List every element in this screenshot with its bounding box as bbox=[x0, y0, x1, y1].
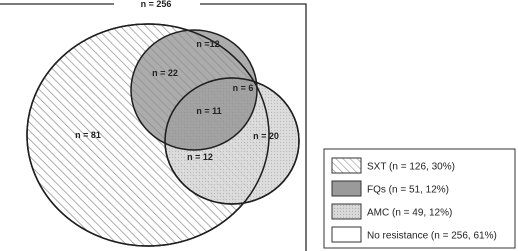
total-count-label: n = 256 bbox=[140, 0, 172, 9]
legend-swatch-fqs bbox=[332, 181, 361, 196]
region-label-amc-only: n = 20 bbox=[253, 131, 279, 141]
legend-swatch-no-resistance bbox=[332, 227, 361, 242]
legend-label-no-resistance: No resistance (n = 256, 61%) bbox=[367, 230, 497, 242]
region-label-all-three: n = 11 bbox=[196, 106, 222, 116]
legend-label-fqs: FQs (n = 51, 12%) bbox=[367, 184, 449, 196]
region-label-sxt-only: n = 81 bbox=[75, 130, 101, 140]
legend-swatch-amc bbox=[332, 204, 361, 219]
region-label-sxt-amc: n = 12 bbox=[187, 152, 213, 162]
legend-label-sxt: SXT (n = 126, 30%) bbox=[367, 161, 455, 173]
legend-label-amc: AMC (n = 49, 12%) bbox=[367, 207, 453, 219]
region-label-fq-only: n =12 bbox=[196, 39, 220, 49]
region-label-fq-sxt: n = 22 bbox=[152, 68, 178, 78]
region-label-fq-amc: n = 6 bbox=[232, 83, 254, 93]
legend-swatch-sxt bbox=[332, 158, 361, 173]
